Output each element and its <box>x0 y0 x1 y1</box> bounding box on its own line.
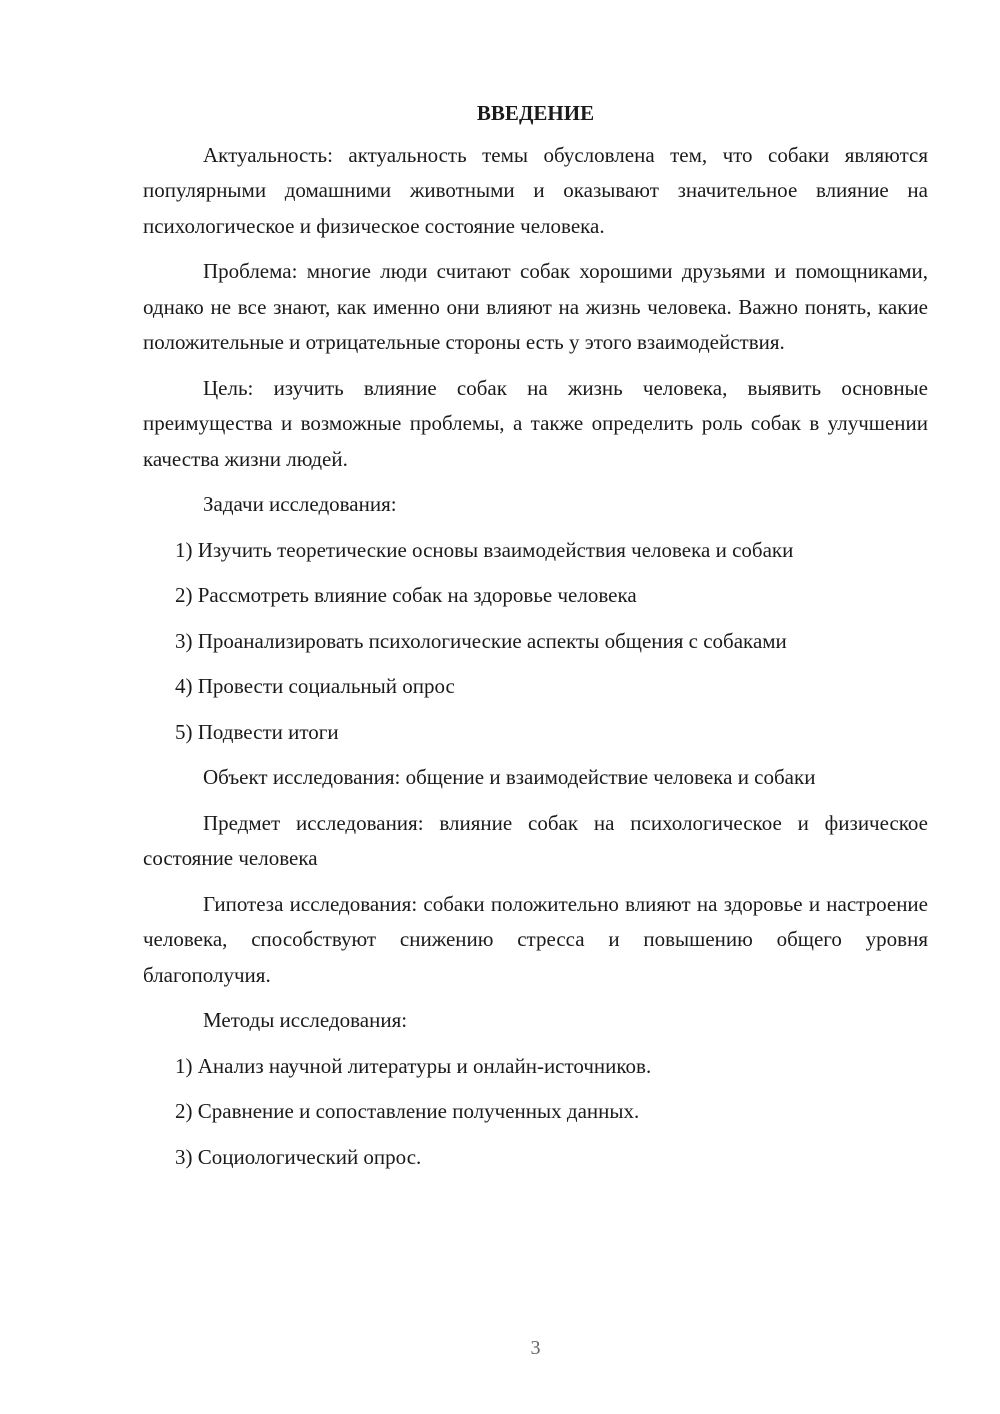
task-item: 4) Провести социальный опрос <box>175 674 455 698</box>
task-item: 1) Изучить теоретические основы взаимодействия человека и собаки <box>175 537 794 562</box>
subject-paragraph: Предмет исследования: влияние собак на психологическое и физическое состояние человека <box>143 810 928 870</box>
section-heading: ВВЕДЕНИЕ <box>476 101 595 125</box>
tasks-label: Задачи исследования: <box>203 492 397 516</box>
method-item: 3) Социологический опрос. <box>175 1144 422 1169</box>
methods-label: Методы исследования: <box>203 1008 408 1032</box>
problem-paragraph: Проблема: многие люди считают собак хорошими друзьями и помощниками, однако не все знают, как именно они влияют на жизнь человека. Важно понять, какие положительные и отрицательные стороны есть у этого взаимодействия. <box>143 259 928 354</box>
relevance-paragraph: Актуальность: актуальность темы обусловлена тем, что собаки являются популярными домашними животными и оказывают значительное влияние на психологическое и физическое состояние человека. <box>143 142 928 238</box>
hypothesis-paragraph: Гипотеза исследования: собаки положительно влияют на здоровье и настроение человека, способствуют снижению стресса и повышению общего уровня благополучия. <box>143 891 928 987</box>
method-item: 1) Анализ научной литературы и онлайн-источников. <box>175 1053 652 1078</box>
task-item: 2) Рассмотреть влияние собак на здоровье человека <box>175 583 637 607</box>
goal-paragraph: Цель: изучить влияние собак на жизнь человека, выявить основные преимущества и возможные проблемы, а также определить роль собак в улучшении качества жизни людей. <box>143 375 928 471</box>
task-item: 5) Подвести итоги <box>175 719 339 744</box>
task-item: 3) Проанализировать психологические аспекты общения с собаками <box>175 628 787 653</box>
page-number: 3 <box>530 1337 541 1359</box>
method-item: 2) Сравнение и сопоставление полученных данных. <box>175 1099 640 1123</box>
object-paragraph: Объект исследования: общение и взаимодействие человека и собаки <box>203 765 816 789</box>
